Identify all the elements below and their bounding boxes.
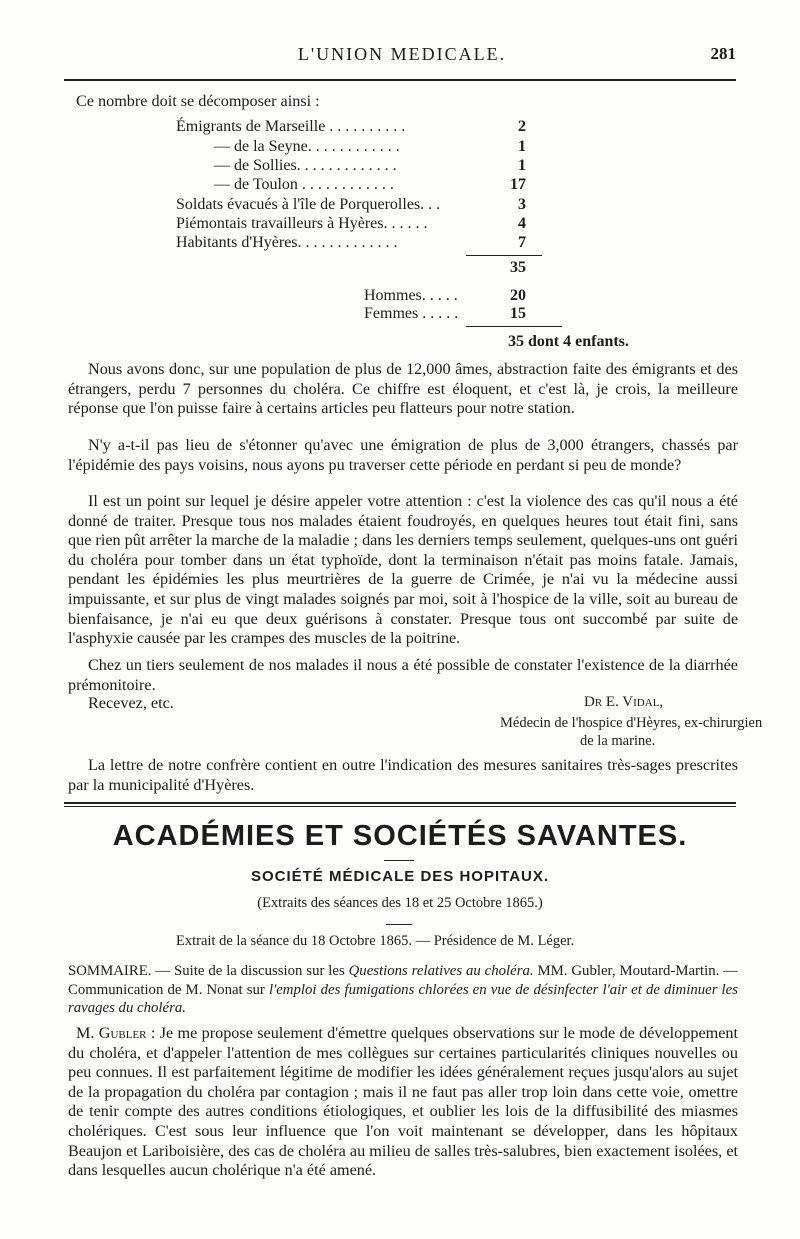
closing: Recevez, etc. — [88, 694, 174, 712]
breakdown-intro: Ce nombre doit se décomposer ainsi : — [76, 92, 320, 110]
breakdown-label: Piémontais travailleurs à Hyères. . . . . . — [176, 215, 428, 232]
paragraph: Nous avons donc, sur une population de plus de 12,000 âmes, abstraction faite des émigrants et des étrangers, perdu 7 personnes du choléra. Ce chiffre est éloquent, et c'est là, je crois, la meilleure réponse que l'on puisse faire à certains articles peu flatteurs pour notre station. — [68, 360, 738, 418]
extract-note: (Extraits des séances des 18 et 25 Octobre 1865.) — [257, 895, 543, 911]
breakdown-label: — de la Seyne. . . . . . . . . . . . — [214, 138, 400, 155]
summary — [68, 962, 738, 1018]
men-label: Hommes. . . . . — [364, 287, 458, 304]
breakdown-value: 2 — [518, 118, 526, 135]
summary-text: MM. Gubler, Moutard-Martin. — Communication de M. Nonat sur — [68, 963, 738, 998]
women-label: Femmes . . . . . — [364, 305, 459, 322]
breakdown-label: — de Toulon . . . . . . . . . . . . — [214, 176, 394, 193]
sum-rule — [466, 326, 562, 327]
paragraph: Il est un point sur lequel je désire appeler votre attention : c'est la violence des cas qu'il nous a été donné de traiter. Presque tous nos malades étaient foudroyés, en quelques heures tout était fini, sans que rien pût arrêter la marche de la maladie ; dans les derniers temps seulement, quelques-uns ont guéri du choléra pour tomber dans un état typhoïde, dont la terminaison n'était pas moins fatale. Jamais, pendant les épidémies les plus meurtrières de la guerre de Crimée, je n'ai vu la médecine aussi impuissante, et sur plus de vingt malades soignés par moi, soit à l'hospice de la ville, soit au bureau de bienfaisance, je n'ai eu que deux guérisons à constater. Presque tous ont succombé par suite de l'asphyxie causée par les crampes des muscles de la poitrine. — [68, 492, 738, 648]
signature-title: Médecin de l'hospice d'Hèyres, ex-chirurgien — [500, 715, 763, 731]
paragraph: Chez un tiers seulement de nos malades il nous a été possible de constater l'existence de la diarrhée prémonitoire. — [68, 656, 738, 694]
session-line: Extrait de la séance du 18 Octobre 1865. — Présidence de M. Léger. — [176, 933, 575, 949]
signature-name: Dr E. Vidal, — [584, 694, 664, 710]
breakdown-label: Émigrants de Marseille . . . . . . . . . . — [176, 118, 406, 135]
breakdown-value: 7 — [518, 234, 526, 251]
section-rule — [64, 802, 736, 804]
section-title: ACADÉMIES ET SOCIÉTÉS SAVANTES. — [112, 820, 688, 852]
breakdown-value: 1 — [518, 138, 526, 155]
summary-topic: l'emploi des fumigations chlorées en vue de désinfecter l'air et de diminuer les ravages du choléra. — [68, 981, 738, 1017]
summary-text: — Suite de la discussion sur les — [155, 963, 345, 979]
signature-title-2: de la marine. — [580, 733, 656, 749]
section-rule — [64, 806, 736, 807]
running-title: L'UNION MEDICALE. — [297, 44, 507, 64]
page-number: 281 — [710, 44, 736, 63]
breakdown-label: Soldats évacués à l'île de Porquerolles. . . — [176, 196, 441, 213]
men-value: 20 — [510, 287, 526, 304]
extract-rule — [386, 924, 412, 925]
speech-text: Je me propose seulement d'émettre quelques observations sur le mode de développement du choléra, et d'appeler l'attention de mes collègues sur certaines particularités cliniques nouvelles ou peu connues. Il est parfaitement légitime de modifier les idées généralement reçues jusqu'alors au sujet de la propagation du choléra par contagion ; mais il ne faut pas aller trop loin dans cette voie, omettre de tenir compte des autres conditions étiologiques, et oublier les lois de la diffusibilité des miasmes cholériques. C'est sous leur influence que l'on voit maintenant se développer, dans les hôpitaux Beaujon et Lariboisière, des cas de choléra au milieu de salles très-salubres, bien exactement isolées, et dans lesquelles aucun cholérique n'a été amené. — [68, 1024, 739, 1180]
summary-topic: Questions relatives au choléra. — [348, 963, 534, 979]
breakdown-value: 17 — [510, 176, 526, 193]
breakdown-value: 1 — [518, 157, 526, 174]
page-header — [68, 44, 736, 70]
title-rule — [384, 860, 414, 861]
breakdown-value: 3 — [518, 196, 526, 213]
women-value: 15 — [510, 305, 526, 322]
editor-note: La lettre de notre confrère contient en outre l'indication des mesures sanitaires très-sages prescrites par la municipalité d'Hyères. — [68, 756, 738, 794]
speaker: M. Gubler : — [76, 1024, 156, 1042]
sum-rule — [466, 255, 542, 256]
summary-label: SOMMAIRE. — [68, 963, 152, 979]
header-rule — [64, 79, 736, 81]
breakdown-value: 4 — [518, 215, 526, 232]
breakdown-label: — de Sollies. . . . . . . . . . . . . — [214, 157, 397, 174]
total-with-children: 35 dont 4 enfants. — [508, 333, 629, 350]
total-value: 35 — [510, 259, 526, 276]
breakdown-label: Habitants d'Hyères. . . . . . . . . . . . . — [176, 234, 398, 251]
section-subtitle: SOCIÉTÉ MÉDICALE DES HOPITAUX. — [250, 868, 550, 885]
paragraph: N'y a-t-il pas lieu de s'étonner qu'avec une émigration de plus de 3,000 étrangers, chassés par l'épidémie des pays voisins, nous ayons pu traverser cette période en perdant si peu de monde? — [68, 436, 738, 474]
speech — [68, 1024, 738, 1181]
